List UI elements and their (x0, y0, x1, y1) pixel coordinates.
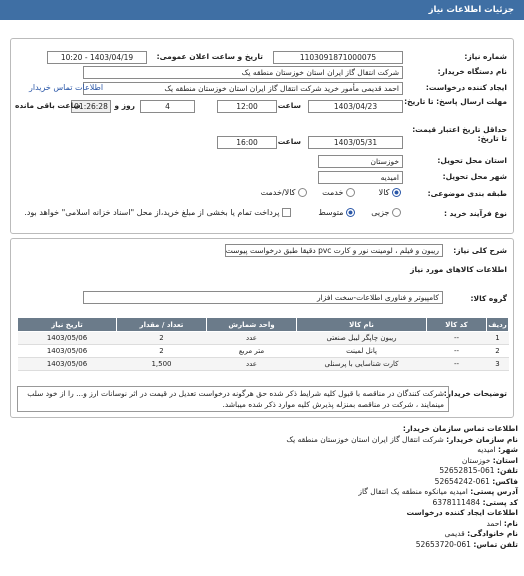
deadline-time-word: ساعت (277, 101, 301, 110)
checkbox-icon (282, 208, 291, 217)
announce-field: 1403/04/19 - 10:20 (47, 51, 147, 64)
contact-title: اطلاعات تماس سازمان خریدار: (402, 424, 518, 433)
summary-label: شرح کلی نیاز: (453, 246, 507, 255)
buyer-label: نام دستگاه خریدار: (437, 67, 507, 76)
contact-row: نام خانوادگی: قدیمی (444, 529, 518, 538)
category-label: طبقه بندی موضوعی: (427, 189, 507, 198)
days-field: 4 (140, 100, 195, 113)
col-date: تاریخ نیاز (18, 318, 117, 332)
validity-time-word: ساعت (277, 137, 301, 146)
cell-qty: 2 (117, 345, 207, 358)
cell-qty: 2 (117, 332, 207, 345)
notes-field: شرکت کنندگان در مناقصه با قبول کلیه شرایط ذکر شده حق هرگونه درخواست تعدیل در قیمت در اثر نوسانات ارز و... را از خود سلب مینمایند ، شرکت در مناقصه بمنزله پذیرش کلیه موارد ذکر شده میباشد. (17, 386, 449, 412)
need-details-panel (10, 38, 514, 234)
col-code: کد کالا (427, 318, 487, 332)
validity-label: حداقل تاریخ اعتبار قیمت: تا تاریخ: (412, 125, 507, 143)
deadline-date-field: 1403/04/23 (308, 100, 403, 113)
table-row (18, 358, 509, 371)
process-label: نوع فرآیند خرید : (443, 209, 507, 218)
cell-row: 2 (487, 345, 509, 358)
cell-unit: متر مربع (207, 345, 297, 358)
validity-date-field: 1403/05/31 (308, 136, 403, 149)
col-row: ردیف (487, 318, 509, 332)
validity-time-field: 16:00 (217, 136, 277, 149)
radio-selected-icon (392, 188, 401, 197)
col-name: نام کالا (297, 318, 427, 332)
cell-date: 1403/05/06 (18, 332, 117, 345)
contact-row: اطلاعات ایجاد کننده درخواست (406, 508, 518, 517)
contact-row: استان: خوزستان (461, 455, 518, 465)
radio-icon (298, 188, 307, 197)
city-label: شهر محل تحویل: (442, 172, 507, 181)
col-unit: واحد شمارش (207, 318, 297, 332)
need-number-label: شماره نیاز: (464, 52, 507, 61)
buyer-contact-section (8, 424, 518, 550)
days-word: روز و (114, 101, 135, 110)
contact-row: نام سازمان خریدار: شرکت انتقال گاز ایران استان خوزستان منطقه یک (286, 434, 518, 444)
remaining-time-field: 01:26:28 (71, 100, 111, 113)
need-number-field: 1103091871000075 (273, 51, 403, 64)
page-title: جزئیات اطلاعات نیاز (428, 5, 514, 15)
treasury-payment-checkbox[interactable] (24, 208, 291, 217)
cell-unit: عدد (207, 332, 297, 345)
cell-date: 1403/05/06 (18, 358, 117, 371)
table-row (18, 332, 509, 345)
buyer-contact-link[interactable]: اطلاعات تماس خریدار (29, 83, 104, 92)
cell-name: پانل لمینت (297, 345, 427, 358)
cell-row: 3 (487, 358, 509, 371)
creator-field: احمد قدیمی مأمور خرید شرکت انتقال گاز ایران استان خوزستان منطقه یک (83, 82, 403, 95)
contact-row: آدرس پستی: امیدیه میانکوه منطقه یک انتقال گاز (358, 487, 518, 496)
cell-name: ریبون چاپگر لیبل صنعتی (297, 332, 427, 345)
creator-label: ایجاد کننده درخواست: (425, 83, 507, 92)
announce-label: تاریخ و ساعت اعلان عمومی: (156, 52, 263, 61)
contact-row: تلفن: 061-52652815 (439, 466, 518, 475)
group-field: کامپیوتر و فناوری اطلاعات-سخت افزار (83, 291, 443, 304)
category-option-service[interactable]: خدمت (322, 188, 355, 197)
summary-field: ریبون و فیلم ، لومینت نور و کارت pvc دقیقا طبق درخواست پیوست (225, 244, 443, 257)
contact-row: تلفن تماس: 061-52653720 (415, 539, 518, 549)
items-table (17, 317, 509, 371)
deadline-time-field: 12:00 (217, 100, 277, 113)
buyer-field: شرکت انتقال گاز ایران استان خوزستان منطقه یک (83, 66, 403, 79)
process-option-minor[interactable]: جزیی (371, 208, 401, 217)
deadline-label: مهلت ارسال پاسخ: تا تاریخ: (404, 97, 507, 106)
remaining-word: ساعت باقی مانده (15, 101, 81, 110)
table-header-row (18, 318, 509, 332)
goods-info-heading: اطلاعات کالاهای مورد نیاز (410, 265, 507, 274)
contact-row: نام: احمد (486, 518, 518, 528)
category-option-both[interactable]: کالا/خدمت (261, 188, 307, 197)
cell-unit: عدد (207, 358, 297, 371)
cell-row: 1 (487, 332, 509, 345)
notes-label: توضیحات خریدار: (443, 389, 507, 398)
contact-row: کد پستی: 6378111484 (432, 497, 518, 507)
cell-code: -- (427, 332, 487, 345)
cell-name: کارت شناسایی با پرسنلی (297, 358, 427, 371)
group-label: گروه کالا: (470, 294, 507, 303)
page-header (0, 0, 524, 20)
radio-icon (392, 208, 401, 217)
province-field: خوزستان (318, 155, 403, 168)
contact-row: فاکس: 061-52654242 (434, 476, 518, 486)
col-qty: تعداد / مقدار (117, 318, 207, 332)
process-option-medium[interactable]: متوسط (318, 208, 355, 217)
cell-code: -- (427, 345, 487, 358)
contact-row: شهر: امیدیه (477, 445, 518, 454)
province-label: استان محل تحویل: (437, 156, 507, 165)
category-option-goods[interactable]: کالا (379, 188, 401, 197)
cell-code: -- (427, 358, 487, 371)
radio-selected-icon (346, 208, 355, 217)
radio-icon (346, 188, 355, 197)
cell-qty: 1,500 (117, 358, 207, 371)
table-row (18, 345, 509, 358)
city-field: امیدیه (318, 171, 403, 184)
items-panel (10, 238, 514, 418)
cell-date: 1403/05/06 (18, 345, 117, 358)
treasury-payment-label: پرداخت تمام یا بخشی از مبلغ خرید،از محل "اسناد خزانه اسلامی" خواهد بود. (24, 208, 280, 217)
